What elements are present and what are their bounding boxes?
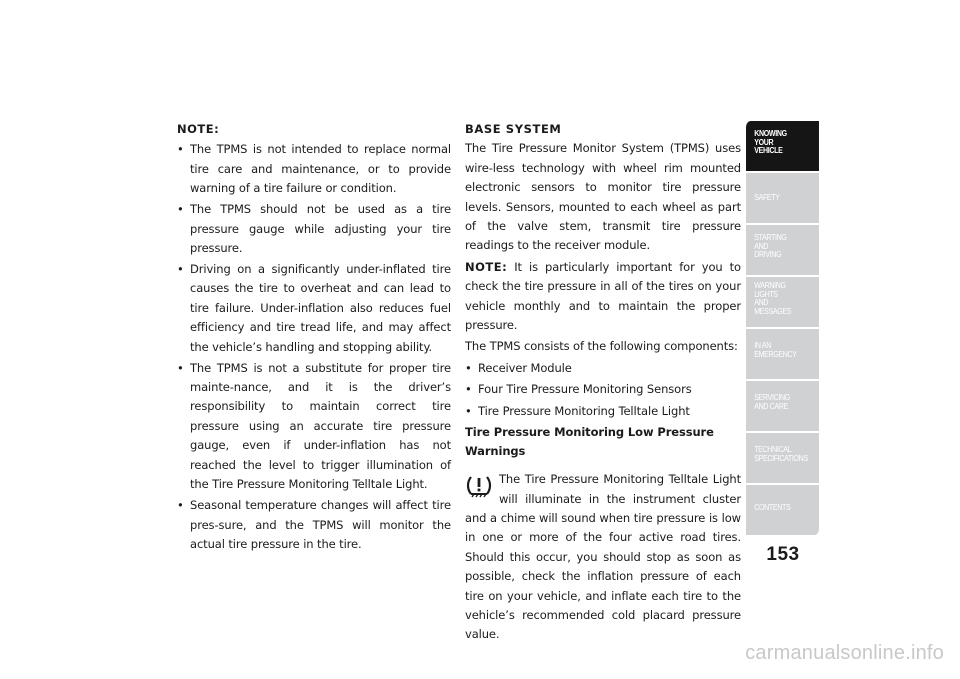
tab-label: KNOWING xyxy=(754,128,787,138)
list-item: • Four Tire Pressure Monitoring Sensors xyxy=(465,380,741,399)
tab-label: AND xyxy=(754,297,769,308)
note-label: NOTE: xyxy=(465,259,508,274)
intro-paragraph: The Tire Pressure Monitor System (TPMS) uses wire-less technology with wheel rim mounted electronic sensors to monitor tire pressure levels. Sensors, mounted to each wheel as part of the valve stem, transmit tire pressure readings to the receiver module. xyxy=(465,141,741,253)
right-column xyxy=(465,120,741,645)
list-item: • Seasonal temperature changes will affect tire pres-sure, and the TPMS will monitor the actual tire pressure in the tire. xyxy=(177,496,451,554)
tab-label: MESSAGES xyxy=(754,305,792,316)
left-column xyxy=(177,120,451,556)
section-tab-bar xyxy=(746,121,819,537)
list-item: • The TPMS is not intended to replace normal tire care and maintenance, or to provide warning of a tire failure or condition. xyxy=(177,140,451,198)
list-item: • Driving on a significantly under-inflated tire causes the tire to overheat and can lead to tire failure. Under-inflation also reduces fuel efficiency and tire tread life, and may affect the vehicle’s handling and stopping ability. xyxy=(177,260,451,357)
tab-label: EMERGENCY xyxy=(754,348,797,359)
tab-label: SPECIFICATIONS xyxy=(754,452,808,463)
note-bullet-list xyxy=(177,140,451,554)
tab-label: LIGHTS xyxy=(754,288,778,299)
list-item: • Receiver Module xyxy=(465,359,741,378)
page-number: 153 xyxy=(766,544,800,565)
note-paragraph xyxy=(465,258,741,336)
watermark-text: carmanualsonline.info xyxy=(745,642,944,664)
components-intro: The TPMS consists of the following components: xyxy=(465,339,738,354)
tab-knowing-your-vehicle[interactable] xyxy=(746,121,819,171)
warning-text: The Tire Pressure Monitoring Telltale Light will illuminate in the instrument cluster and a chime will sound when tire pressure is low in one or more of the four active road tires. Should this occur, you should stop as soon as possible, check the inflation pressure of each tire on your vehicle, and inflate each tire to the vehicle’s recommended cold placard pressure value. xyxy=(465,472,741,642)
tab-label: CONTENTS xyxy=(754,502,791,512)
tab-contents[interactable] xyxy=(746,485,819,535)
tab-label: AND CARE xyxy=(754,400,788,411)
section-heading: BASE SYSTEM xyxy=(465,122,562,136)
tab-label: IN AN xyxy=(754,340,771,350)
tab-safety[interactable] xyxy=(746,173,819,223)
tire-pressure-warning-icon xyxy=(465,474,493,500)
tab-label: SAFETY xyxy=(754,192,780,202)
tab-label: DRIVING xyxy=(754,249,782,260)
tab-label: TECHNICAL xyxy=(754,444,792,454)
tab-label: AND xyxy=(754,240,769,251)
tab-label: SERVICING xyxy=(754,392,790,402)
components-list xyxy=(465,359,741,421)
tab-technical-specifications[interactable] xyxy=(746,433,819,483)
tab-label: YOUR xyxy=(754,136,774,147)
tab-starting-and-driving[interactable] xyxy=(746,225,819,275)
tab-label: VEHICLE xyxy=(754,145,783,156)
tab-in-an-emergency[interactable] xyxy=(746,329,819,379)
tab-label: STARTING xyxy=(754,232,787,242)
subheading: Tire Pressure Monitoring Low Pressure Warnings xyxy=(465,425,714,459)
tab-warning-lights-and-messages[interactable] xyxy=(746,277,819,327)
list-item: • Tire Pressure Monitoring Telltale Light xyxy=(465,402,741,421)
list-item: • The TPMS should not be used as a tire pressure gauge while adjusting your tire pressure. xyxy=(177,200,451,258)
tab-servicing-and-care[interactable] xyxy=(746,381,819,431)
warning-paragraph xyxy=(465,470,741,645)
note-text: It is particularly important for you to check the tire pressure in all of the tires on your vehicle monthly and to maintain the proper pressure. xyxy=(465,259,741,333)
tab-label: WARNING xyxy=(754,280,786,290)
list-item: • The TPMS is not a substitute for proper tire mainte-nance, and it is the driver’s responsibility to maintain correct tire pressure using an accurate tire pressure gauge, even if under-inflation has not reached the level to trigger illumination of the Tire Pressure Monitoring Telltale Light. xyxy=(177,359,451,495)
note-heading: NOTE: xyxy=(177,122,220,136)
